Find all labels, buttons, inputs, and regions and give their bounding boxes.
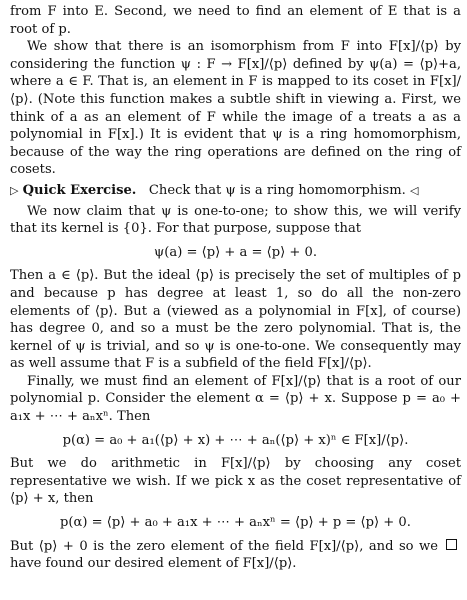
equation-p-alpha: p(α) = a₀ + a₁(⟨p⟩ + x) + ⋯ + aₙ(⟨p⟩ + x)ⁿ ∈ F[x]/⟨p⟩. <box>62 432 409 448</box>
qed-square-icon <box>446 539 457 550</box>
paragraph-arithmetic: But we do arithmetic in F[x]/⟨p⟩ by choosing any coset representative we wish. If we pick x as the coset representative of ⟨p⟩ + x, then <box>10 456 461 507</box>
quick-exercise <box>10 182 461 200</box>
equation-kernel: ψ(a) = ⟨p⟩ + a = ⟨p⟩ + 0. <box>154 244 317 260</box>
paragraph-opening: from F into E. Second, we need to find an element of E that is a root of p. <box>10 4 461 37</box>
paragraph-root: Finally, we must find an element of F[x]/⟨p⟩ that is a root of our polynomial p. Consider the element α = ⟨p⟩ + x. Suppose p = a₀ + a₁x + ⋯ + aₙxⁿ. Then <box>10 373 461 425</box>
quick-exercise-text: Check that ψ is a ring homomorphism. <box>148 182 406 198</box>
equation-p-alpha-zero: p(α) = ⟨p⟩ + a₀ + a₁x + ⋯ + aₙxⁿ = ⟨p⟩ + p = ⟨p⟩ + 0. <box>60 515 411 531</box>
paragraph-isomorphism: We show that there is an isomorphism from F into F[x]/⟨p⟩ by considering the function ψ : F → F[x]/⟨p⟩ defined by ψ(a) = ⟨p⟩+a, where a ∈ F. That is, an element in F is mapped to its coset in F[x]/⟨p⟩. (Note this function makes a subtle shift in viewing a. First, we think of a as an element of F while the image of a treats a as a polynomial in F[x].) It is evident that ψ is a ring homomorphism, because of the way the ring operations are defined on the ring of cosets. <box>10 39 461 178</box>
triangle-left-icon: ◁ <box>409 183 419 197</box>
closing-row <box>10 538 461 573</box>
triangle-right-icon: ▷ <box>10 183 19 197</box>
paragraph-kernel-trivial: Then a ∈ ⟨p⟩. But the ideal ⟨p⟩ is precisely the set of multiples of p and because p has degree at least 1, so do all the non-zero elements of ⟨p⟩. But a (viewed as a polynomial in F[x], of course) has degree 0, and so a must be the zero polynomial. That is, the kernel of ψ is trivial, and so ψ is one-to-one. We consequently may as well assume that F is a subfield of the field F[x]/⟨p⟩. <box>10 268 461 372</box>
quick-exercise-label: Quick Exercise. <box>22 182 137 198</box>
paragraph-closing: But ⟨p⟩ + 0 is the zero element of the field F[x]/⟨p⟩, and so we have found our desired element of F[x]/⟨p⟩. <box>10 538 438 572</box>
paragraph-one-to-one: We now claim that ψ is one-to-one; to show this, we will verify that its kernel is {0}. For that purpose, suppose that <box>10 203 461 237</box>
